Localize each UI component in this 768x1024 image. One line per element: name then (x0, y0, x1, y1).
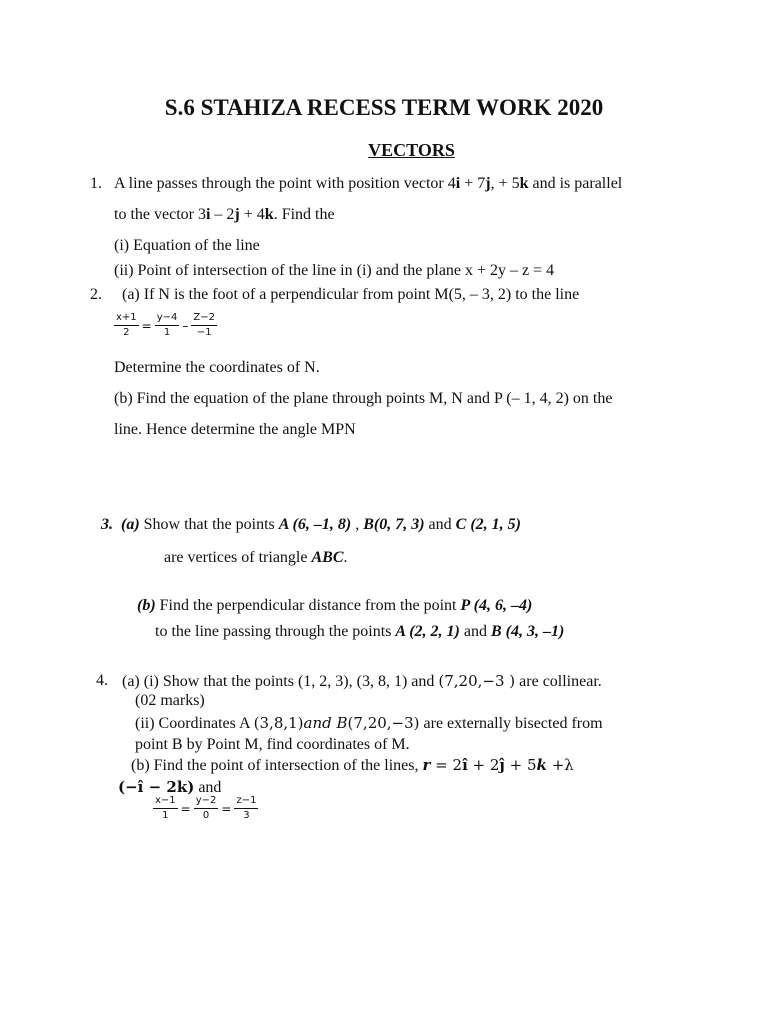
q4-line6: (−î − 2k) and (118, 778, 222, 796)
page-title: S.6 STAHIZA RECESS TERM WORK 2020 (164, 95, 604, 120)
q3-line1: 3. (a) Show that the points A (6, –1, 8) , B(0, 7, 3) and C (2, 1, 5) (101, 516, 521, 533)
q4-marks: (02 marks) (135, 692, 205, 709)
q4-number: 4. (96, 672, 108, 689)
q3-part-b-line1: (b) Find the perpendicular distance from the point P (4, 6, –4) (137, 597, 533, 614)
q2-line-equation: $\frac{x+1}{2}$ = $\frac{y-4}{1}$ – $\frac{Z-2}{-1}$ (116, 312, 215, 338)
q3-part-b-line2: to the line passing through the points A (2, 2, 1) and B (4, 3, –1) (155, 623, 565, 640)
q4-line4: point B by Point M, find coordinates of M. (135, 736, 410, 753)
q4-line5: (b) Find the point of intersection of the lines, r = 2î + 2ĵ + 5k +λ (131, 756, 574, 774)
q4-line-equation: $\frac{x-1}{1}$ = $\frac{y-2}{0}$ = $\frac{z-1}{3}$ (155, 795, 257, 821)
q1-line1: A line passes through the point with position vector 4i + 7j, + 5k and is parallel (114, 175, 623, 192)
q4-line3: (ii) Coordinates A (3,8,1)and B(7,20,−3) are externally bisected from (135, 714, 603, 732)
q1-part-ii: (ii) Point of intersection of the line in (i) and the plane x + 2y – z = 4 (114, 262, 555, 279)
q2-number: 2. (90, 286, 102, 303)
q1-number: 1. (90, 175, 102, 192)
q3-line2: are vertices of triangle ABC. (164, 549, 348, 566)
q2-line5: line. Hence determine the angle MPN (114, 421, 356, 438)
q2-line3: Determine the coordinates of N. (114, 359, 320, 376)
q2-line1: (a) If N is the foot of a perpendicular from point M(5, – 3, 2) to the line (122, 286, 580, 303)
q1-part-i: (i) Equation of the line (114, 237, 260, 254)
q4-line1: (a) (i) Show that the points (1, 2, 3), (3, 8, 1) and (7,20,−3 ) are collinear. (122, 672, 602, 690)
q1-line2: to the vector 3i – 2j + 4k. Find the (114, 206, 335, 223)
q2-line4: (b) Find the equation of the plane through points M, N and P (– 1, 4, 2) on the (114, 390, 613, 407)
section-title: VECTORS (368, 140, 455, 160)
